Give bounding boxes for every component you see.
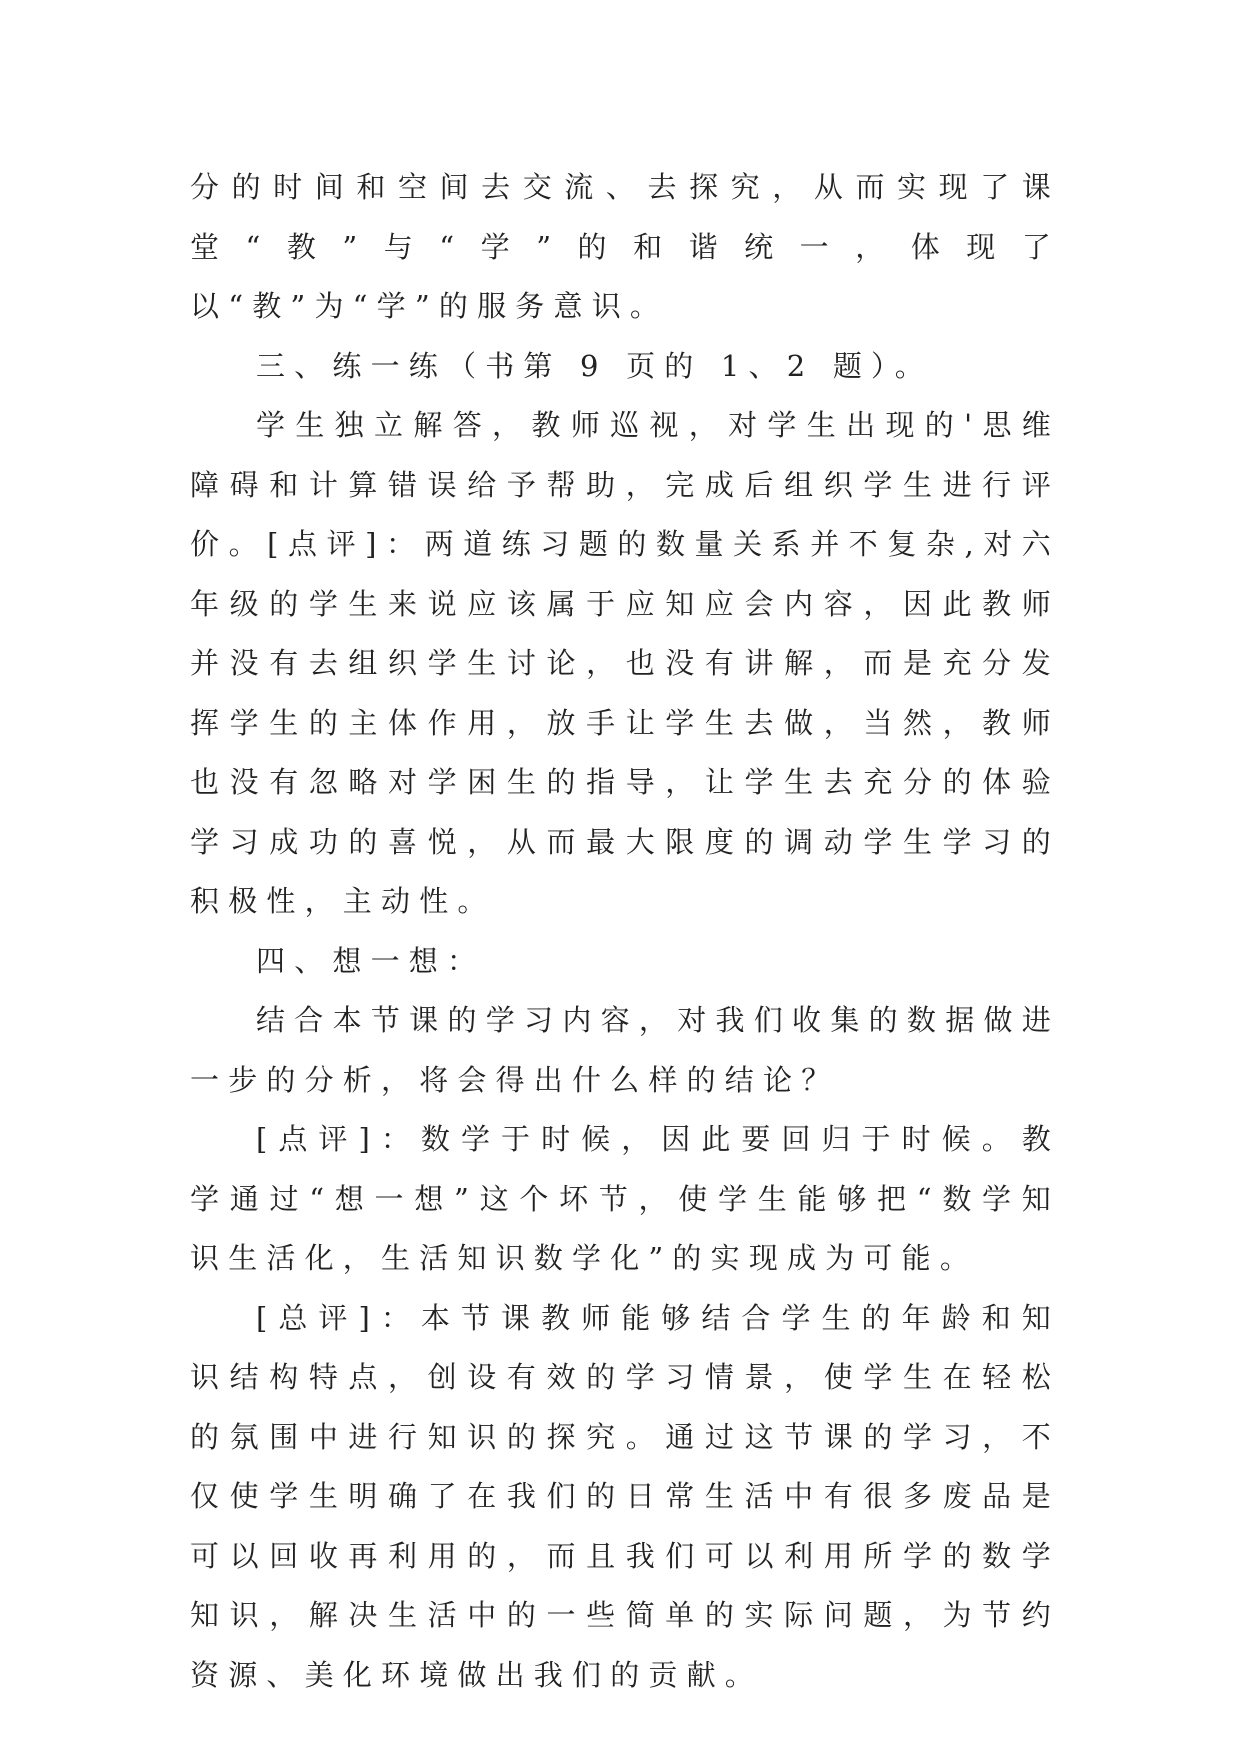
document-body	[190, 158, 1060, 1705]
paragraph-think-question: 结合本节课的学习内容，对我们收集的数据做进一步的分析，将会得出什么样的结论？	[190, 1003, 1060, 1097]
section-heading-think: 四、想一想：	[256, 943, 486, 978]
paragraph-continuation: 分的时间和空间去交流、去探究，从而实现了课堂“教”与“学”的和谐统一，体现了以“教”为“学”的服务意识。	[190, 170, 1060, 323]
section-heading-practice: 三、练一练（书第 9 页的 1、2 题）。	[256, 348, 933, 383]
paragraph-practice-review: 学生独立解答，教师巡视，对学生出现的'思维障碍和计算错误给予帮助，完成后组织学生进行评价。[点评]：两道练习题的数量关系并不复杂,对六年级的学生来说应该属于应知应会内容，因此教师并没有去组织学生讨论，也没有讲解，而是充分发挥学生的主体作用，放手让学生去做，当然，教师也没有忽略对学困生的指导，让学生去充分的体验学习成功的喜悦，从而最大限度的调动学生学习的积极性，主动性。	[190, 408, 1060, 918]
paragraph-think-review: [点评]：数学于时候，因此要回归于时候。教学通过“想一想”这个坏节，使学生能够把“数学知识生活化，生活知识数学化”的实现成为可能。	[190, 1122, 1060, 1275]
paragraph-overall-review: [总评]：本节课教师能够结合学生的年龄和知识结构特点，创设有效的学习情景，使学生在轻松的氛围中进行知识的探究。通过这节课的学习，不仅使学生明确了在我们的日常生活中有很多废品是可以回收再利用的，而且我们可以利用所学的数学知识，解决生活中的一些简单的实际问题，为节约资源、美化环境做出我们的贡献。	[190, 1300, 1060, 1692]
